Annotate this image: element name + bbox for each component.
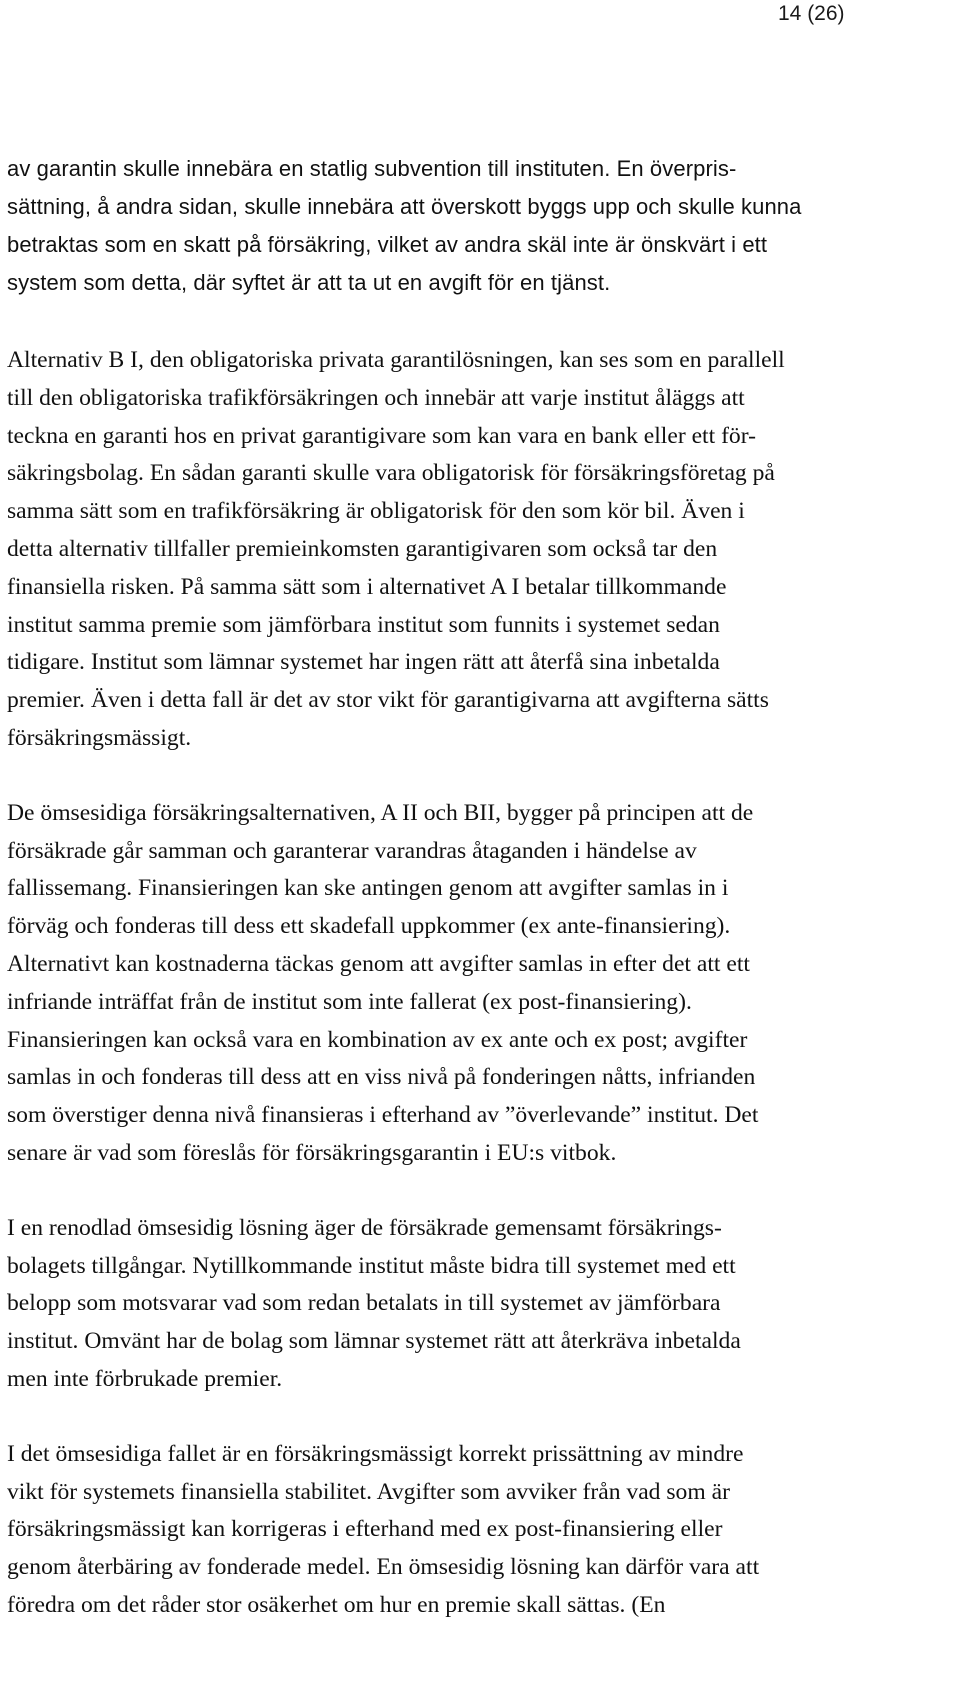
text-line: De ömsesidiga försäkringsalternativen, A II och BII, bygger på principen att de bbox=[7, 799, 754, 826]
text-line: av garantin skulle innebära en statlig subvention till instituten. En överpris- bbox=[7, 156, 737, 181]
text-line: finansiella risken. På samma sätt som i alternativet A I betalar tillkommande bbox=[7, 573, 727, 600]
text-line: men inte förbrukade premier. bbox=[7, 1365, 283, 1392]
text-line: infriande inträffat från de institut som inte fallerat (ex post-finansiering). bbox=[7, 988, 692, 1015]
text-line: samma sätt som en trafikförsäkring är obligatorisk för den som kör bil. Även i bbox=[7, 498, 745, 525]
text-line: som överstiger denna nivå finansieras i efterhand av ”överlevande” institut. Det bbox=[7, 1102, 759, 1129]
text-line: teckna en garanti hos en privat garantigivare som kan vara en bank eller ett för- bbox=[7, 422, 756, 449]
page-number: 14 (26) bbox=[778, 2, 845, 25]
text-line: detta alternativ tillfaller premieinkomsten garantigivaren som också tar den bbox=[7, 535, 718, 562]
text-line: samlas in och fonderas till dess att en viss nivå på fonderingen nåtts, infrianden bbox=[7, 1064, 756, 1091]
text-line: föredra om det råder stor osäkerhet om hur en premie skall sättas. (En bbox=[7, 1591, 666, 1618]
text-line: fallissemang. Finansieringen kan ske antingen genom att avgifter samlas in i bbox=[7, 875, 729, 902]
text-line: bolagets tillgångar. Nytillkommande institut måste bidra till systemet med ett bbox=[7, 1252, 736, 1279]
text-line: I en renodlad ömsesidig lösning äger de försäkrade gemensamt försäkrings- bbox=[7, 1214, 722, 1241]
text-line: I det ömsesidiga fallet är en försäkringsmässigt korrekt prissättning av mindre bbox=[7, 1440, 744, 1467]
text-line: belopp som motsvarar vad som redan betalats in till systemet av jämförbara bbox=[7, 1290, 721, 1317]
text-line: premier. Även i detta fall är det av stor vikt för garantigivarna att avgifterna sätts bbox=[7, 687, 769, 714]
text-line: försäkrade går samman och garanterar varandras åtaganden i händelse av bbox=[7, 837, 697, 864]
text-line: säkringsbolag. En sådan garanti skulle vara obligatorisk för försäkringsföretag på bbox=[7, 460, 775, 487]
text-line: system som detta, där syftet är att ta ut en avgift för en tjänst. bbox=[7, 270, 611, 295]
text-line: institut samma premie som jämförbara institut som funnits i systemet sedan bbox=[7, 611, 720, 638]
text-line: sättning, å andra sidan, skulle innebära att överskott byggs upp och skulle kunna bbox=[7, 194, 802, 219]
text-line: tidigare. Institut som lämnar systemet har ingen rätt att återfå sina inbetalda bbox=[7, 649, 720, 676]
document-body bbox=[7, 150, 959, 1625]
text-line: till den obligatoriska trafikförsäkringen och innebär att varje institut åläggs att bbox=[7, 384, 745, 411]
paragraph-mutual-alternatives bbox=[7, 795, 959, 1173]
paragraph-guarantee-pricing bbox=[7, 150, 959, 302]
text-line: betraktas som en skatt på försäkring, vilket av andra skäl inte är önskvärt i ett bbox=[7, 232, 768, 257]
text-line: genom återbäring av fonderade medel. En ömsesidig lösning kan därför vara att bbox=[7, 1554, 760, 1581]
text-line: Alternativ B I, den obligatoriska privata garantilösningen, kan ses som en parallell bbox=[7, 347, 785, 373]
text-line: institut. Omvänt har de bolag som lämnar systemet rätt att återkräva inbetalda bbox=[7, 1328, 741, 1355]
paragraph-pure-mutual-solution bbox=[7, 1210, 959, 1399]
paragraph-mutual-pricing bbox=[7, 1436, 959, 1625]
text-line: Finansieringen kan också vara en kombination av ex ante och ex post; avgifter bbox=[7, 1026, 748, 1053]
text-line: vikt för systemets finansiella stabilitet. Avgifter som avviker från vad som är bbox=[7, 1478, 730, 1505]
text-line: förväg och fonderas till dess ett skadefall uppkommer (ex ante-finansiering). bbox=[7, 913, 731, 940]
text-line: Alternativt kan kostnaderna täckas genom att avgifter samlas in efter det att ett bbox=[7, 950, 750, 977]
paragraph-alternative-b1 bbox=[7, 342, 959, 758]
text-line: senare är vad som föreslås för försäkringsgarantin i EU:s vitbok. bbox=[7, 1139, 617, 1166]
text-line: försäkringsmässigt. bbox=[7, 724, 192, 751]
text-line: försäkringsmässigt kan korrigeras i efterhand med ex post-finansiering eller bbox=[7, 1516, 723, 1543]
